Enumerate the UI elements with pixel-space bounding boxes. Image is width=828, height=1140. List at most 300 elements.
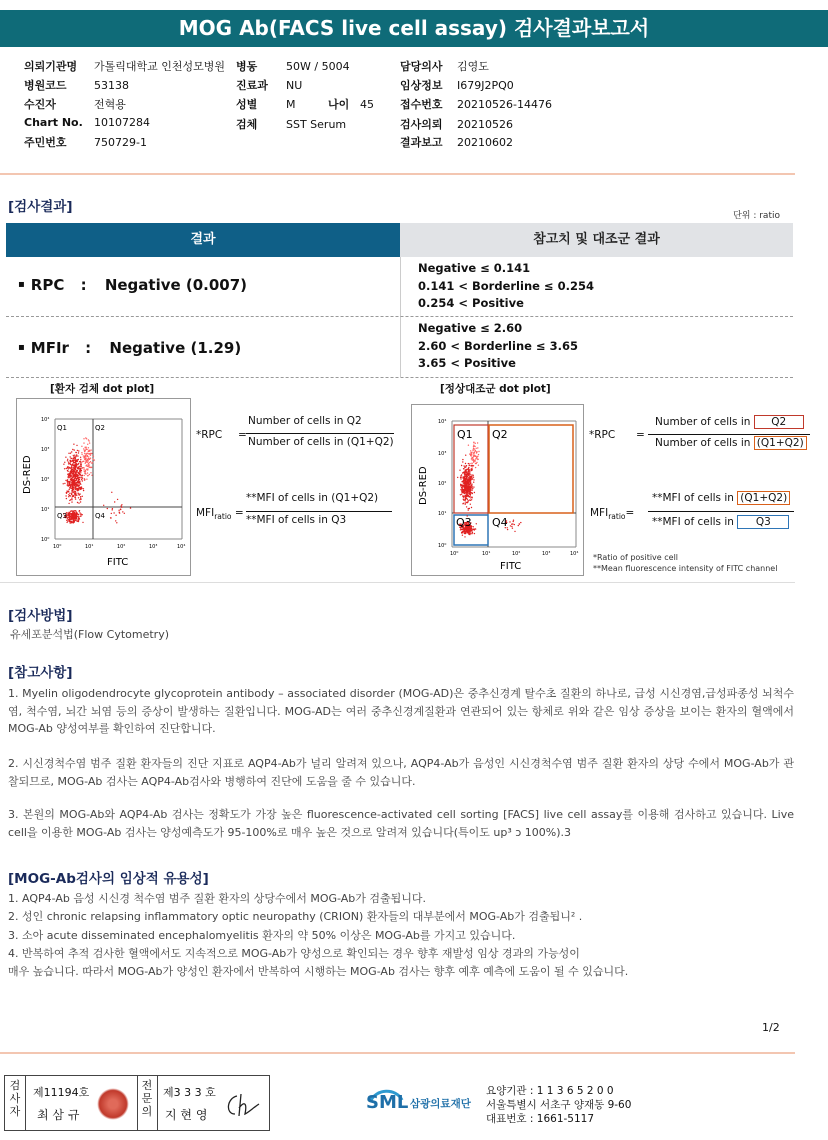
dot — [83, 488, 84, 489]
rpc-numerator: Number of cells in Q2 — [248, 415, 362, 427]
dot — [82, 514, 83, 515]
dot — [460, 478, 461, 479]
dot — [78, 518, 79, 519]
dot — [474, 533, 475, 534]
dot — [78, 452, 79, 453]
dot — [462, 503, 463, 504]
dot — [82, 496, 83, 497]
dot — [473, 526, 474, 527]
dot — [80, 514, 81, 515]
dot — [124, 513, 125, 514]
dot — [514, 524, 515, 525]
dot — [130, 507, 131, 508]
dot — [465, 471, 466, 472]
dot — [87, 456, 88, 457]
dot — [468, 508, 469, 509]
dot — [103, 505, 104, 506]
dot — [84, 471, 85, 472]
dot — [469, 493, 470, 494]
examiner-label: 검사자 — [9, 1079, 21, 1118]
dot — [110, 517, 111, 518]
dot — [468, 509, 469, 510]
list-item: 4. 반복하여 추적 검사한 혈액에서도 지속적으로 MOG-Ab가 양성으로 확인되는 경우 향후 재발성 임상 경과의 가능성이 — [8, 946, 580, 960]
dot — [478, 465, 479, 466]
rpc-formula-label: *RPC — [196, 429, 223, 441]
dot — [477, 442, 478, 443]
dot — [79, 482, 80, 483]
org-contact — [486, 1084, 631, 1126]
info-doctor: 담당의사 김영도 — [400, 60, 489, 73]
dot — [72, 480, 73, 481]
dot — [72, 473, 73, 474]
dot — [461, 532, 462, 533]
dot — [80, 457, 81, 458]
dot — [67, 484, 68, 485]
control-dot-plot — [411, 404, 584, 576]
reference-column-header: 참고치 및 대조군 결과 — [400, 223, 793, 257]
dot — [77, 459, 78, 460]
dot — [468, 532, 469, 533]
dot — [469, 490, 470, 491]
dot — [70, 473, 71, 474]
seal-stamp — [97, 1088, 129, 1120]
dot — [468, 478, 469, 479]
dot — [80, 462, 81, 463]
dot — [68, 468, 69, 469]
dot — [463, 499, 464, 500]
dot — [71, 469, 72, 470]
dot — [76, 445, 77, 446]
dot — [469, 476, 470, 477]
y-tick-label: 10⁰ — [438, 543, 447, 549]
note-paragraph-2: 2. 시신경척수염 범주 질환 환자들의 진단 지표로 AQP4-Ab가 널리 알려져 있으나, AQP4-Ab가 음성인 시신경척수염 범주 질환 환자의 상당 수에서 MOG-Ab가 관찰되므로, MOG-Ab 검사는 AQP4-Ab검사와 병행하여 진단에 도움을 줄 수 있습니다. — [8, 757, 794, 788]
dot — [91, 475, 92, 476]
dot — [476, 456, 477, 457]
dot — [73, 467, 74, 468]
dot — [78, 475, 79, 476]
mfi-formula-label: $MFI_{ratio}$ = — [196, 507, 244, 522]
dot — [76, 452, 77, 453]
dot — [473, 475, 474, 476]
dot — [468, 500, 469, 501]
x-tick-label: 10² — [512, 551, 521, 557]
dot — [70, 464, 71, 465]
dot — [457, 477, 458, 478]
dot — [79, 481, 80, 482]
dot — [71, 479, 72, 480]
mfir-result: ▪ MFIr : Negative (1.29) — [18, 339, 242, 357]
rpc-numerator: Number of cells in Q2 — [655, 415, 804, 429]
dot — [83, 490, 84, 491]
dot — [511, 526, 512, 527]
quadrant-q4-label: Q4 — [492, 516, 508, 529]
dot — [79, 512, 80, 513]
dot — [69, 519, 70, 520]
dot — [79, 466, 80, 467]
dot — [71, 466, 72, 467]
dot — [76, 514, 77, 515]
dot — [84, 451, 85, 452]
quadrant-q4-label: Q4 — [95, 512, 105, 520]
dot — [472, 497, 473, 498]
examiner-name: 최 삼 규 — [37, 1108, 80, 1122]
mfi-numerator: **MFI of cells in (Q1+Q2) — [652, 492, 790, 504]
note-paragraph-1: 1. Myelin oligodendrocyte glycoprotein antibody – associated disorder (MOG-AD)은 중추신경계 탈수초 질환의 하나로, 급성 시신경염,급성파종성 뇌척수염, 척수염, 뇌간 뇌염 등의 증상이 발생하는 질환입니다. MOG-AD는 여러 중추신경계질환과 연관되어 있는 항체로 위와 같은 임상 증상을 보이는 환자의 혈액에서 MOG-Ab 양성여부를 확인하여 진단합니다. — [8, 687, 794, 735]
dot — [76, 479, 77, 480]
dot — [87, 475, 88, 476]
dot — [76, 495, 77, 496]
dot — [465, 480, 466, 481]
dot — [71, 518, 72, 519]
dot — [83, 442, 84, 443]
dot — [464, 536, 465, 537]
dot — [76, 518, 77, 519]
dot — [472, 529, 473, 530]
dot — [83, 461, 84, 462]
dot — [80, 498, 81, 499]
dot — [461, 494, 462, 495]
dot — [68, 503, 69, 504]
dot — [469, 472, 470, 473]
dot — [71, 486, 72, 487]
dot — [513, 521, 514, 522]
dot — [89, 464, 90, 465]
dot — [466, 502, 467, 503]
dot — [85, 447, 86, 448]
fraction-bar — [246, 433, 394, 434]
dot — [466, 476, 467, 477]
dot — [82, 522, 83, 523]
dot — [68, 466, 69, 467]
dot — [471, 452, 472, 453]
dot — [78, 516, 79, 517]
mfi-numerator: **MFI of cells in (Q1+Q2) — [246, 492, 379, 504]
dot — [459, 470, 460, 471]
quadrant-q3-label: Q3 — [57, 512, 67, 520]
quadrant-q1-label: Q1 — [457, 428, 473, 441]
equals-sign: = — [636, 429, 645, 441]
dot — [91, 453, 92, 454]
dot — [473, 442, 474, 443]
dot — [77, 455, 78, 456]
dot — [70, 453, 71, 454]
x-tick-label: 10¹ — [482, 551, 491, 557]
fraction-bar — [246, 511, 392, 512]
dot — [465, 481, 466, 482]
dot — [475, 463, 476, 464]
dot — [475, 450, 476, 451]
dot — [68, 494, 69, 495]
dot — [73, 482, 74, 483]
dot — [465, 490, 466, 491]
dot — [68, 477, 69, 478]
dot — [73, 519, 74, 520]
dot — [121, 504, 122, 505]
dot — [464, 533, 465, 534]
dot — [73, 465, 74, 466]
dot — [79, 484, 80, 485]
rpc-formula-label: *RPC — [589, 429, 616, 441]
dot — [77, 478, 78, 479]
dot — [68, 513, 69, 514]
dot — [80, 496, 81, 497]
dot — [69, 483, 70, 484]
dot — [90, 455, 91, 456]
dot — [80, 516, 81, 517]
dot — [74, 512, 75, 513]
dot — [473, 479, 474, 480]
dot — [65, 457, 66, 458]
dot — [70, 516, 71, 517]
dot — [465, 486, 466, 487]
dot — [63, 483, 64, 484]
dot — [111, 492, 112, 493]
fraction-bar — [648, 511, 794, 512]
dot — [467, 502, 468, 503]
dot — [116, 522, 117, 523]
dot — [90, 467, 91, 468]
dot — [83, 455, 84, 456]
note-paragraph-3: 3. 본원의 MOG-Ab와 AQP4-Ab 검사는 정확도가 가장 높은 fluorescence-activated cell sorting [FACS] live cell assay를 이용해 검사하고 있습니다. Live cell을 이용한 MOG-Ab 검사는 양성예측도가 95-100%로 매우 높은 것으로 알려져 있습니다(특이도 up³ ɔ 100%).3 — [8, 808, 794, 839]
dot — [475, 443, 476, 444]
dot — [76, 470, 77, 471]
dot — [463, 465, 464, 466]
dot — [471, 465, 472, 466]
column-divider — [400, 257, 401, 377]
dot — [76, 474, 77, 475]
row-divider — [6, 377, 793, 378]
dot — [64, 462, 65, 463]
dot — [67, 470, 68, 471]
quadrant-q3-label: Q3 — [456, 516, 472, 529]
dot — [461, 529, 462, 530]
dot — [90, 472, 91, 473]
dot — [76, 516, 77, 517]
dot — [474, 448, 475, 449]
dot — [510, 525, 511, 526]
x-tick-label: 10³ — [542, 551, 551, 557]
dot — [74, 449, 75, 450]
dot — [70, 471, 71, 472]
dot — [476, 523, 477, 524]
info-patient-name: 수진자 전혁용 — [24, 98, 126, 111]
dot — [71, 499, 72, 500]
dot — [465, 474, 466, 475]
dot — [473, 460, 474, 461]
dot — [86, 465, 87, 466]
dot — [471, 484, 472, 485]
dot — [75, 491, 76, 492]
dot — [473, 452, 474, 453]
dot — [463, 468, 464, 469]
x-tick-label: 10¹ — [85, 544, 94, 550]
mfi-denominator: **MFI of cells in Q3 — [652, 515, 789, 529]
dot — [467, 480, 468, 481]
dot — [468, 471, 469, 472]
dot — [81, 464, 82, 465]
dot — [460, 485, 461, 486]
x-tick-label: 10⁰ — [450, 551, 459, 557]
list-item: 1. AQP4-Ab 음성 시신경 척수염 범주 질환 환자의 상당수에서 MOG-Ab가 검출됩니다. — [8, 892, 426, 905]
dot — [78, 521, 79, 522]
address: 서울특별시 서초구 양재동 9-60 — [486, 1099, 632, 1111]
sml-logo: SML 삼광의료재단 — [366, 1084, 486, 1124]
info-clinical-info: 임상정보 I679J2PQ0 — [400, 79, 514, 92]
dot — [72, 512, 73, 513]
dot — [69, 514, 70, 515]
dot — [463, 531, 464, 532]
dot — [79, 488, 80, 489]
dot — [64, 483, 65, 484]
dot — [467, 499, 468, 500]
dot — [87, 461, 88, 462]
patient-dot-plot — [16, 398, 191, 576]
unit-label: 단위 : ratio — [733, 211, 780, 221]
dot — [464, 474, 465, 475]
fraction-bar — [648, 434, 810, 435]
x-axis-label: FITC — [107, 557, 129, 568]
dot — [67, 460, 68, 461]
dot — [462, 535, 463, 536]
dot — [113, 512, 114, 513]
dot — [78, 514, 79, 515]
dot — [468, 463, 469, 464]
dot — [75, 520, 76, 521]
dot — [80, 459, 81, 460]
dot — [465, 455, 466, 456]
dot — [462, 486, 463, 487]
dot — [93, 456, 94, 457]
dot — [476, 448, 477, 449]
info-resident-no: 주민번호 750729-1 — [24, 136, 147, 149]
dot — [75, 475, 76, 476]
dot — [70, 487, 71, 488]
dot — [74, 455, 75, 456]
dot — [469, 499, 470, 500]
dot — [70, 495, 71, 496]
dot — [89, 459, 90, 460]
dot — [73, 458, 74, 459]
dot — [94, 459, 95, 460]
dot — [462, 488, 463, 489]
dot — [469, 465, 470, 466]
dot — [72, 522, 73, 523]
institution-code: 요양기관 : 1 1 3 6 5 2 0 0 — [486, 1085, 614, 1097]
dot — [79, 461, 80, 462]
dot — [67, 483, 68, 484]
dot — [470, 450, 471, 451]
dot — [461, 487, 462, 488]
dot — [66, 498, 67, 499]
dot — [471, 458, 472, 459]
dot — [520, 522, 521, 523]
y-tick-label: 10³ — [41, 447, 50, 453]
dot — [470, 504, 471, 505]
dot — [88, 447, 89, 448]
dot — [69, 493, 70, 494]
y-axis-label: DS-RED — [418, 466, 429, 505]
dot — [467, 473, 468, 474]
dot — [518, 525, 519, 526]
dot — [75, 488, 76, 489]
dot — [66, 522, 67, 523]
dot — [472, 488, 473, 489]
dot — [475, 458, 476, 459]
dot — [78, 450, 79, 451]
dot — [468, 445, 469, 446]
dot — [466, 485, 467, 486]
dot — [467, 469, 468, 470]
dot — [471, 492, 472, 493]
dot — [119, 512, 120, 513]
equals-sign: = — [238, 429, 247, 441]
dot — [78, 519, 79, 520]
dot — [464, 485, 465, 486]
dot — [76, 461, 77, 462]
dot — [462, 476, 463, 477]
dot — [513, 520, 514, 521]
phone: 대표번호 : 1661-5117 — [486, 1113, 595, 1125]
dot — [88, 456, 89, 457]
dot — [74, 516, 75, 517]
rpc-result: ▪ RPC : Negative (0.007) — [18, 276, 248, 294]
dot — [73, 471, 74, 472]
dot — [79, 511, 80, 512]
dot — [81, 454, 82, 455]
dot — [469, 496, 470, 497]
dot — [70, 522, 71, 523]
dot — [78, 502, 79, 503]
dot — [86, 479, 87, 480]
dot — [464, 488, 465, 489]
dot — [465, 498, 466, 499]
info-sex: 성별 M — [236, 98, 296, 111]
dot — [70, 456, 71, 457]
dot — [80, 484, 81, 485]
list-item: 3. 소아 acute disseminated encephalomyelitis 환자의 약 50% 이상은 MOG-Ab를 가지고 있습니다. — [8, 928, 516, 942]
dot — [466, 469, 467, 470]
dot — [85, 461, 86, 462]
dot — [462, 492, 463, 493]
dot — [117, 499, 118, 500]
dot — [77, 502, 78, 503]
y-tick-label: 10⁴ — [41, 417, 50, 423]
dot — [85, 459, 86, 460]
quadrant-q1-label: Q1 — [57, 424, 67, 432]
dot — [468, 486, 469, 487]
dot — [86, 453, 87, 454]
dot — [460, 494, 461, 495]
dot — [476, 452, 477, 453]
dot — [87, 464, 88, 465]
rpc-denominator: Number of cells in (Q1+Q2) — [248, 436, 394, 448]
result-column-header: 결과 — [6, 223, 400, 257]
dot — [475, 460, 476, 461]
dot — [460, 475, 461, 476]
dot — [82, 480, 83, 481]
y-tick-label: 10⁴ — [438, 419, 447, 425]
dot — [70, 461, 71, 462]
dot — [468, 485, 469, 486]
dot — [71, 510, 72, 511]
dot — [468, 496, 469, 497]
dot — [71, 492, 72, 493]
dot — [80, 501, 81, 502]
dot — [471, 463, 472, 464]
method-text: 유세포분석법(Flow Cytometry) — [10, 628, 170, 641]
dot — [473, 459, 474, 460]
dot — [463, 491, 464, 492]
